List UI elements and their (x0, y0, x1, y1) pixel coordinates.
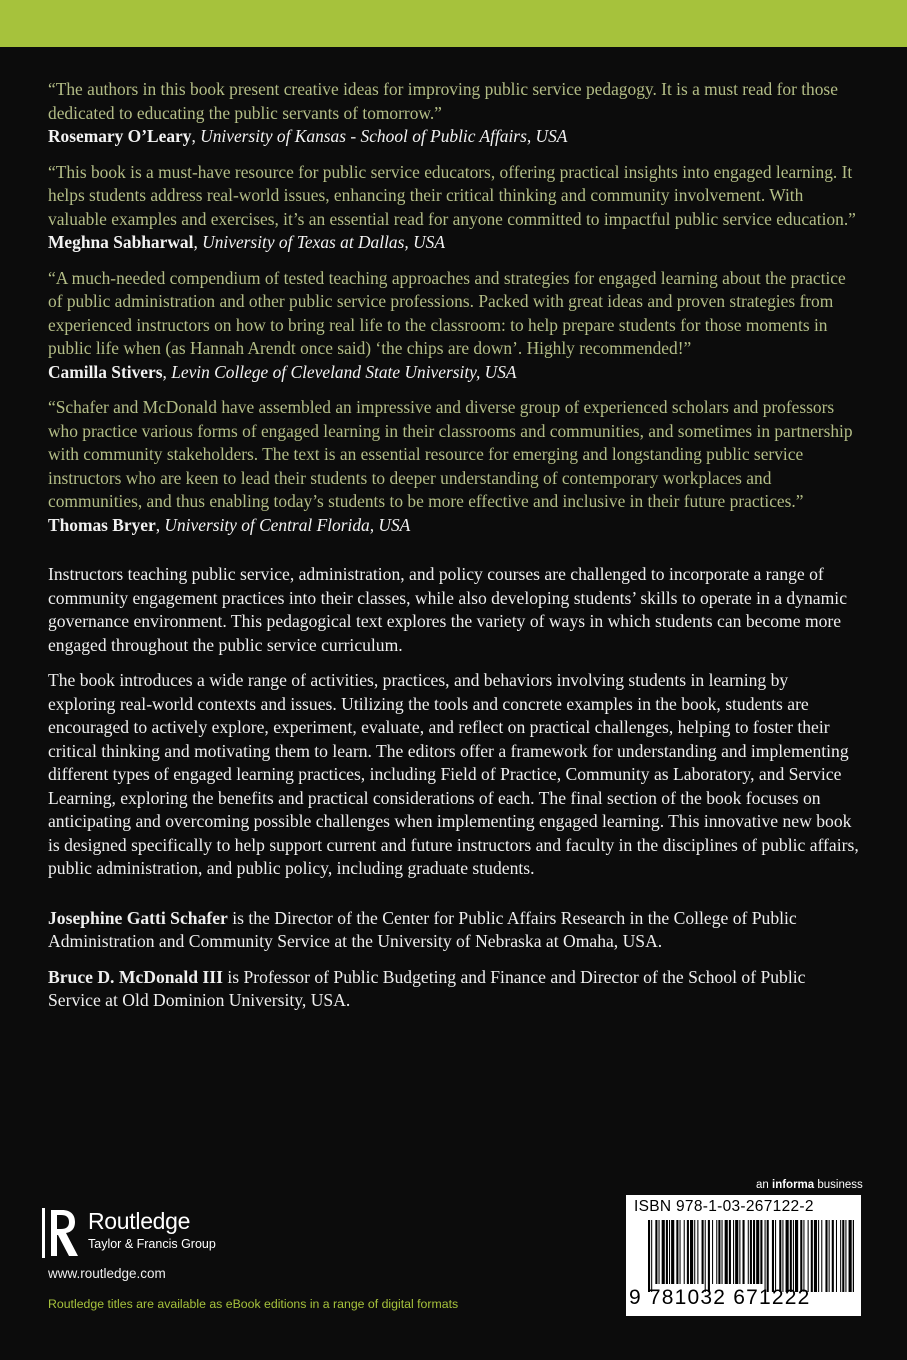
endorser-name: Thomas Bryer (48, 514, 156, 535)
barcode-bar (743, 1220, 745, 1284)
barcode-bar (793, 1220, 794, 1292)
barcode-bar (659, 1220, 660, 1284)
barcode-bar (829, 1220, 830, 1292)
barcode-bar (722, 1220, 723, 1284)
endorsement-attribution: Camilla Stivers, Levin College of Cleveland State University, USA (48, 361, 517, 382)
editor-name: Bruce D. McDonald III (48, 966, 223, 987)
barcode-bar (750, 1220, 752, 1284)
barcode-bar (687, 1220, 689, 1284)
barcode-bar (729, 1220, 731, 1284)
endorser-affiliation: Levin College of Cleveland State University, USA (171, 361, 517, 382)
barcode-bar (779, 1220, 781, 1292)
barcode-bar (814, 1220, 817, 1292)
endorsement-quote: “This book is a must-have resource for public service educators, offering practical insights into engaged learning. It helps students address real-world issues, enhancing their critical thinking and community involvement. With valuable examples and exercises, it’s an essential read for anyone committed to impactful public service education.” (48, 161, 856, 229)
barcode-bar (708, 1220, 710, 1292)
barcode-bar (684, 1220, 685, 1284)
barcode-bar (842, 1220, 844, 1292)
publisher-group: Taylor & Francis Group (88, 1237, 216, 1251)
barcode-bar (676, 1220, 678, 1284)
barcode-bar (782, 1220, 783, 1292)
barcode-bar (795, 1220, 798, 1292)
barcode-bar (690, 1220, 693, 1284)
endorser-affiliation: University of Central Florida, USA (164, 514, 411, 535)
barcode-bar (840, 1220, 841, 1292)
barcode-bar (748, 1220, 749, 1284)
barcode-bar (718, 1220, 720, 1284)
barcode-bar (671, 1220, 674, 1284)
barcode-bar (735, 1220, 738, 1284)
barcode-bar (680, 1220, 681, 1284)
barcode-bar (648, 1220, 650, 1292)
editor-bio (48, 966, 860, 1013)
barcode-bar (725, 1220, 728, 1284)
endorsement-attribution: Thomas Bryer, University of Central Florida, USA (48, 514, 411, 535)
publisher-website-link[interactable]: www.routledge.com (48, 1266, 166, 1281)
endorsement-quote: “Schafer and McDonald have assembled an impressive and diverse group of experienced scholars and professors who practice various forms of engaged learning in their classrooms and communities, and sometimes in partnership with community stakeholders. The text is an essential resource for emerging and longstanding public service instructors who are keen to lead their students to deeper understanding of contemporary workplaces and communities, and thus enabling today’s students to be more effective and inclusive in their future practices.” (48, 397, 853, 511)
informa-bold: informa (772, 1179, 815, 1191)
barcode-bar (694, 1220, 695, 1284)
barcode-bar (800, 1220, 802, 1292)
barcode-bar (651, 1220, 652, 1292)
barcode-bar (662, 1220, 665, 1284)
endorsement-quote: “A much-needed compendium of tested teaching approaches and strategies for engaged learning about the practice of public administration and other public service professions. Packed with great ideas and proven strategies from experienced instructors on how to bring real life to the classroom: to help prepare students for those moments in public life when (as Hannah Arendt once said) ‘the chips are down’. Highly recommended!” (48, 267, 846, 358)
barcode-bar (825, 1220, 827, 1292)
barcode-bar (772, 1220, 774, 1292)
barcode-bar (760, 1220, 762, 1284)
barcode-bar (753, 1220, 755, 1284)
editor-bio-text: is Professor of Public Budgeting and Finance and Director of the School of Public Service at Old Dominion University, USA. (48, 966, 806, 1010)
barcode-bar (697, 1220, 698, 1284)
informa-prefix: an (756, 1179, 772, 1191)
barcode-bar (786, 1220, 789, 1292)
publisher-name: Routledge (88, 1208, 191, 1234)
barcode-bar (655, 1220, 657, 1284)
editor-bio (48, 907, 860, 954)
barcode-bar (767, 1220, 769, 1292)
barcode-bar (756, 1220, 759, 1284)
endorser-affiliation: University of Kansas - School of Public Affairs, USA (200, 126, 568, 146)
barcode-bar (803, 1220, 804, 1292)
ebook-note: Routledge titles are available as eBook editions in a range of digital formats (48, 1297, 459, 1311)
barcode-bar (845, 1220, 846, 1292)
informa-suffix: business (814, 1179, 863, 1191)
description-paragraph: Instructors teaching public service, administration, and policy courses are challenged to incorporate a range of community engagement practices into their classes, while also developing students’ skills to operate in a dynamic governance environment. This pedagogical text explores the variety of ways in which students can become more engaged throughout the public service curriculum. (48, 564, 848, 655)
endorsement-attribution: Meghna Sabharwal, University of Texas at Dallas, USA (48, 232, 445, 252)
barcode-bar (739, 1220, 740, 1284)
endorser-name: Camilla Stivers (48, 361, 163, 382)
barcode-bar (811, 1220, 813, 1292)
description-paragraph: The book introduces a wide range of activities, practices, and behaviors involving students in learning by exploring real-world contexts and issues. Utilizing the tools and concrete examples in the book, students are encouraged to actively explore, experiment, evaluate, and reflect on practical challenges, helping to foster their critical thinking and motivating them to learn. The editors offer a framework for understanding and implementing different types of engaged learning practices, including Field of Practice, Community as Laboratory, and Service Learning, exploring the benefits and practical considerations of each. The final section of the book focuses on anticipating and overcoming possible challenges when implementing engaged learning. This innovative new book is designed specifically to help support current and future instructors and faculty in the disciplines of public affairs, public administration, and public policy, including graduate students. (48, 670, 859, 878)
back-cover-text (48, 78, 860, 1025)
barcode-bar (832, 1220, 834, 1292)
barcode-bar (666, 1220, 668, 1284)
endorsement-attribution: Rosemary O’Leary, University of Kansas - School of Public Affairs, USA (48, 126, 568, 146)
barcode-bar (853, 1220, 854, 1292)
barcode-bars (648, 1220, 854, 1292)
top-color-band (0, 0, 907, 47)
endorser-name: Rosemary O’Leary (48, 126, 192, 146)
routledge-r-icon (40, 1208, 80, 1258)
endorser-name: Meghna Sabharwal (48, 232, 194, 252)
barcode-bar (702, 1220, 704, 1284)
barcode-bar (775, 1220, 776, 1292)
routledge-logo (40, 1208, 216, 1258)
isbn-label: ISBN 978-1-03-267122-2 (634, 1198, 814, 1215)
barcode-bar (849, 1220, 852, 1292)
editor-bio-text: is the Director of the Center for Public Affairs Research in the College of Public Administration and Community Service at the University of Nebraska at Omaha, USA. (48, 907, 797, 951)
barcode-bar (818, 1220, 819, 1292)
editor-name: Josephine Gatti Schafer (48, 907, 228, 928)
barcode-bar (836, 1220, 837, 1292)
barcode-bar (705, 1220, 706, 1292)
endorsement-quote: “The authors in this book present creative ideas for improving public service pedagogy. It is a must read for those dedicated to educating the public servants of tomorrow.” (48, 79, 838, 123)
barcode-bar (712, 1220, 713, 1284)
endorser-affiliation: University of Texas at Dallas, USA (202, 232, 445, 252)
informa-business-label (756, 1179, 863, 1191)
barcode-bar (790, 1220, 792, 1292)
barcode-bar (808, 1220, 809, 1292)
barcode-digits: 9 781032 671222 (629, 1286, 811, 1309)
barcode-bar (821, 1220, 822, 1292)
isbn-barcode (626, 1195, 861, 1316)
barcode-bar (733, 1220, 734, 1284)
barcode-bar (765, 1220, 766, 1292)
barcode-bar (669, 1220, 670, 1284)
barcode-bar (716, 1220, 717, 1284)
